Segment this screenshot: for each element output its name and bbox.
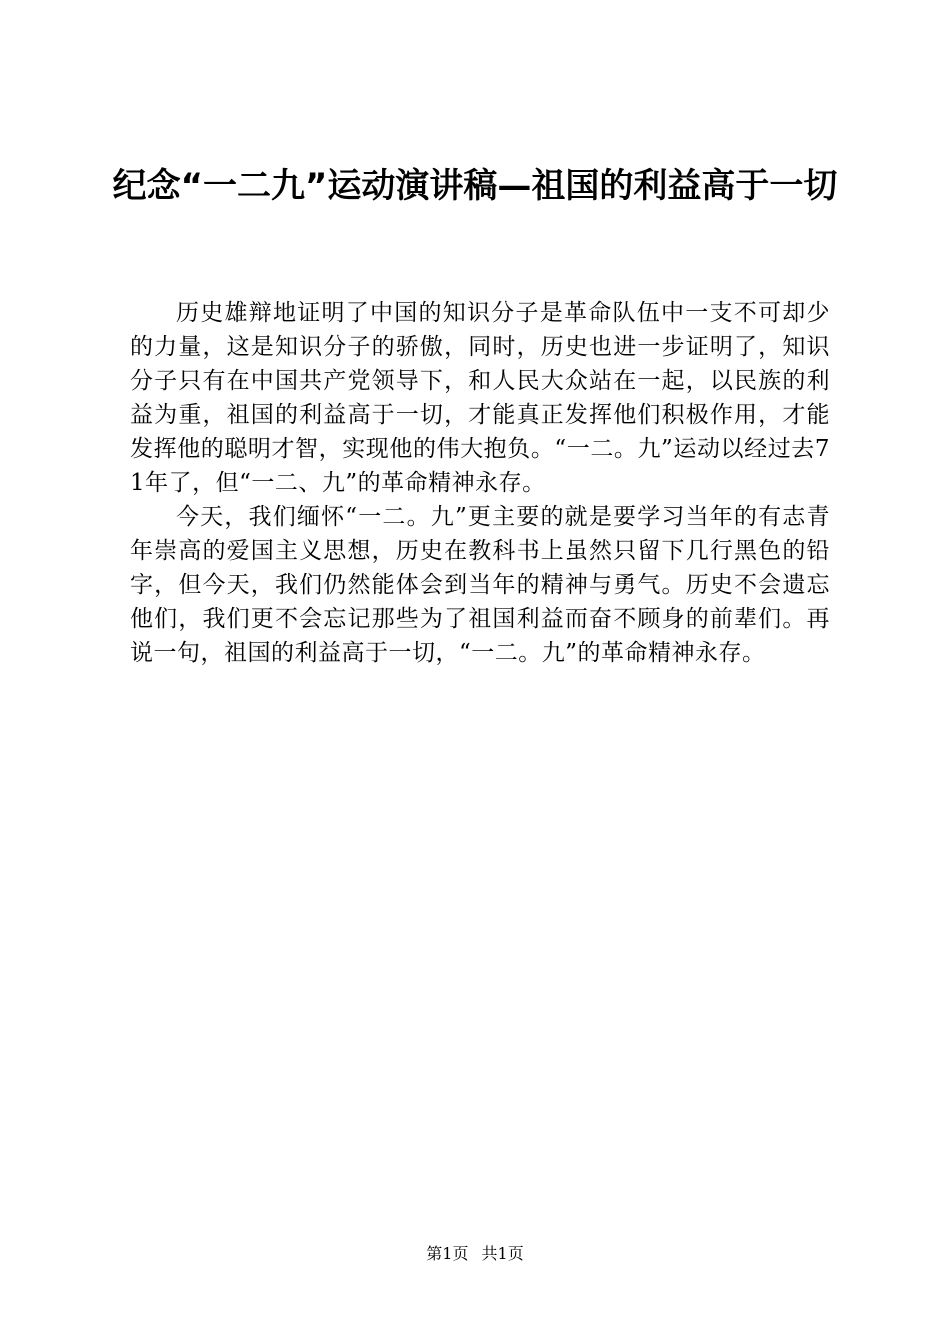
paragraph-1: 历史雄辩地证明了中国的知识分子是革命队伍中一支不可却少的力量，这是知识分子的骄傲，同时，历史也进一步证明了，知识分子只有在中国共产党领导下，和人民大众站在一起，以民族的利益为重，祖国的利益高于一切，才能真正发挥他们积极作用，才能发挥他的聪明才智，实现他的伟大抱负。“一二。九”运动以经过去71年了，但“一二、九”的革命精神永存。: [130, 300, 830, 496]
document-body: [130, 296, 830, 670]
paragraph-2: 今天，我们缅怀“一二。九”更主要的就是要学习当年的有志青年崇高的爱国主义思想，历史在教科书上虽然只留下几行黑色的铅字，但今天，我们仍然能体会到当年的精神与勇气。历史不会遗忘他们，我们更不会忘记那些为了祖国利益而奋不顾身的前辈们。再说一句，祖国的利益高于一切，“一二。九”的革命精神永存。: [130, 504, 830, 666]
page-total: 共1页: [481, 1244, 524, 1263]
page-number: 第1页: [426, 1244, 469, 1263]
document-title: 纪念“一二九”运动演讲稿—祖国的利益高于一切: [112, 166, 838, 206]
page-footer: [0, 1244, 950, 1264]
